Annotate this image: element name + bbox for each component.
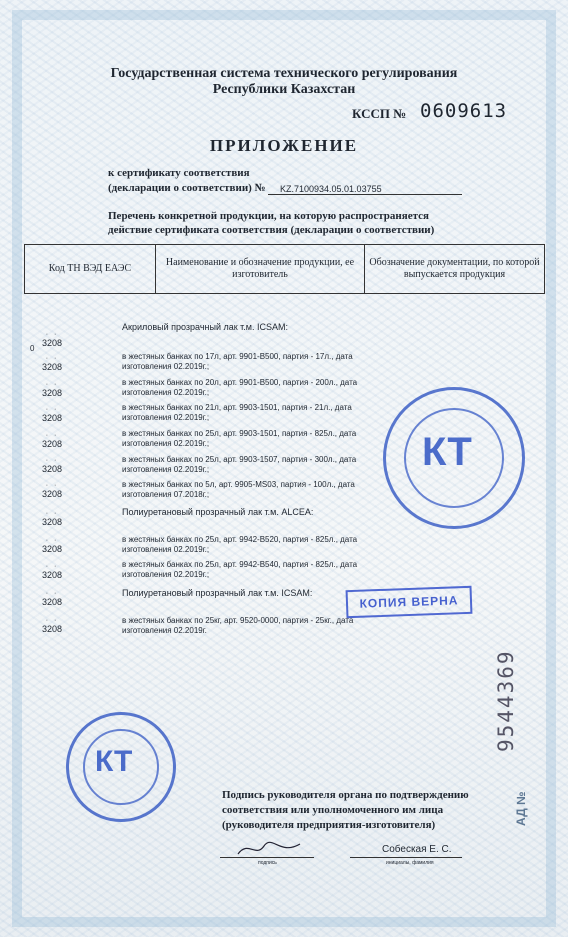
signature-text-3: (руководителя предприятия-изготовителя) (222, 819, 436, 831)
seal-logo-icon: КТ (422, 430, 472, 474)
name-line (350, 857, 462, 858)
header-col-doc: Обозначение документации, по которой выпускается продукция (369, 257, 540, 280)
certification-seal-right (383, 387, 525, 529)
code-cell: · · 3208 (41, 482, 63, 499)
code-cell: · · 3208 (41, 617, 63, 634)
header-col-code: Код ТН ВЭД ЕАЭС (25, 245, 156, 293)
header-col-name: Наименование и обозначение продукции, ее изготовитель (156, 245, 365, 293)
list-item: в жестяных банках по 25л, арт. 9942-B540, партия - 825л., дата изготовления 02.2019г.; (122, 560, 358, 579)
code-cell: · · 3208 (41, 563, 63, 580)
code-cell: · · 3208 (41, 381, 63, 398)
signatory-name: Собеская Е. С. (382, 844, 452, 855)
header-line-2: Республики Казахстан (212, 82, 356, 97)
code-cell: · · 3208 (41, 457, 63, 474)
signature-line (220, 857, 314, 858)
name-caption: инициалы, фамилия (386, 860, 434, 866)
product-group-title: Полиуретановый прозрачный лак т.м. ICSAM: (122, 588, 313, 598)
kssp-label: КССП № (352, 106, 407, 121)
code-cell: · · 3208 (41, 537, 63, 554)
scope-line-2: действие сертификата соответствия (декларации о соответствии) (108, 224, 435, 236)
signature-text-1: Подпись руководителя органа по подтверждению (222, 789, 469, 801)
blank-serial-number: 9544369 (494, 649, 518, 752)
blank-serial-label: АД № (514, 791, 528, 826)
list-item: в жестяных банках по 25л, арт. 9903-1501, партия - 825л., дата изготовления 02.2019г.; (122, 429, 357, 448)
code-cell: · · 3208 (41, 510, 63, 527)
copy-certified-stamp: КОПИЯ ВЕРНА (346, 586, 473, 618)
signature-caption: подпись (258, 860, 277, 866)
signature-text-2: соответствия или уполномоченного им лица (222, 804, 444, 816)
list-item: в жестяных банках по 25кг, арт. 9520-0000, партия - 25кг., дата изготовления 02.2019г. (122, 616, 354, 635)
list-item: в жестяных банках по 20л, арт. 9901-B500, партия - 200л., дата изготовления 02.2019г.; (122, 378, 358, 397)
list-item: в жестяных банках по 17л, арт. 9901-B500, партия - 17л., дата изготовления 02.2019г.; (122, 352, 353, 371)
table-header (24, 244, 545, 294)
code-cell: · · 3208 (41, 355, 63, 372)
certificate-line-1: к сертификату соответствия (108, 167, 250, 179)
product-group-title: Акриловый прозрачный лак т.м. ICSAM: (122, 322, 288, 332)
certificate-number: KZ.7100934.05.01.03755 (268, 184, 462, 195)
certification-seal-left (66, 712, 176, 822)
code-cell: · · 3208 (41, 590, 63, 607)
seal-logo-icon: КТ (95, 745, 133, 778)
code-cell: · · 3208 (41, 432, 63, 449)
list-item: в жестяных банках по 25л, арт. 9942-B520, партия - 825л., дата изготовления 02.2019г.; (122, 535, 358, 554)
code-cell: · · 3208 (41, 331, 63, 348)
kssp-number: 0609613 (420, 100, 508, 122)
code-cell: · · 3208 (41, 406, 63, 423)
header-line-1: Государственная система технического регулирования (110, 66, 458, 81)
margin-zero-mark: 0 (30, 344, 35, 353)
certificate-line-2: (декларации о соответствии) № (108, 182, 266, 194)
product-group-title: Полиуретановый прозрачный лак т.м. ALCEA: (122, 507, 314, 517)
page-title: ПРИЛОЖЕНИЕ (209, 136, 359, 155)
list-item: в жестяных банках по 21л, арт. 9903-1501, партия - 21л., дата изготовления 02.2019г.; (122, 403, 352, 422)
list-item: в жестяных банках по 25л, арт. 9903-1507, партия - 300л., дата изготовления 02.2019г.; (122, 455, 357, 474)
list-item: в жестяных банках по 5л, арт. 9905-MS03, партия - 100л., дата изготовления 07.2018г.; (122, 480, 355, 499)
scope-line-1: Перечень конкретной продукции, на которую распространяется (108, 210, 429, 222)
